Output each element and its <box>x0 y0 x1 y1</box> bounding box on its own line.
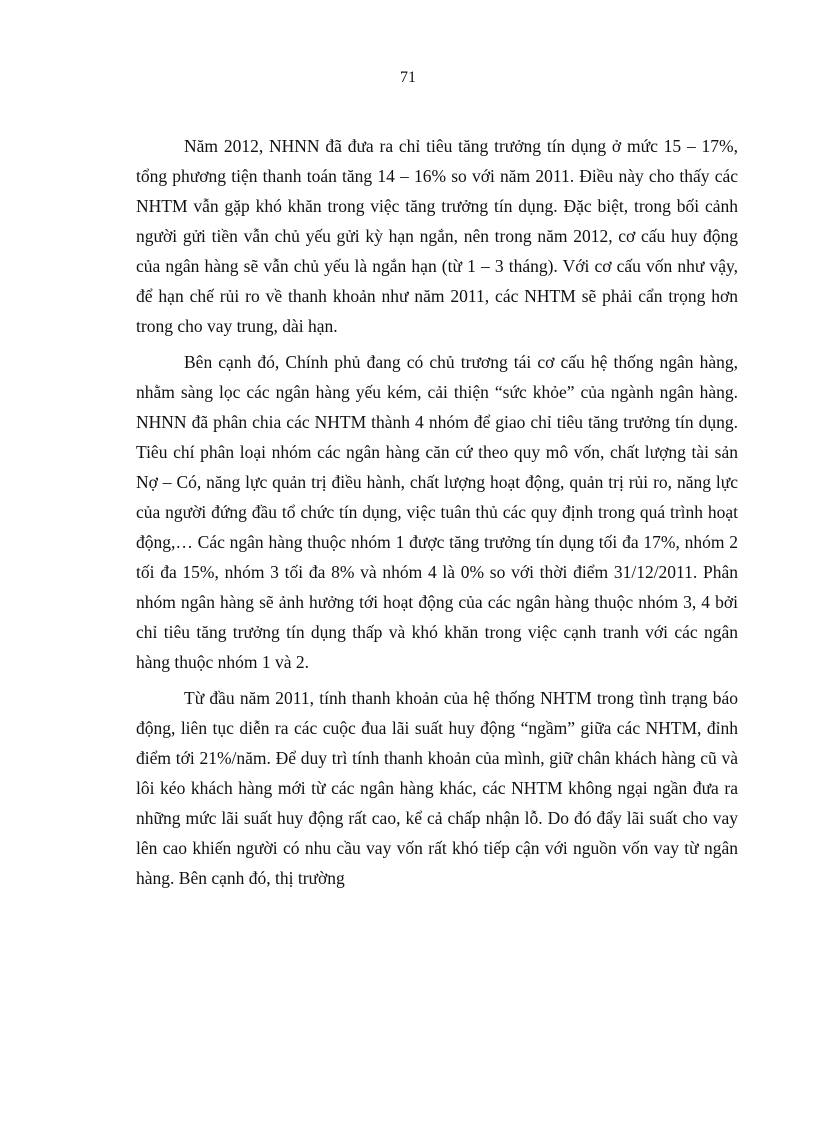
body-text <box>136 131 738 893</box>
page-number: 71 <box>400 69 416 86</box>
paragraph-credit-growth-2012: Năm 2012, NHNN đã đưa ra chỉ tiêu tăng trưởng tín dụng ở mức 15 – 17%, tổng phương tiện thanh toán tăng 14 – 16% so với năm 2011. Điều này cho thấy các NHTM vẫn gặp khó khăn trong việc tăng trưởng tín dụng. Đặc biệt, trong bối cảnh người gửi tiền vẫn chủ yếu gửi kỳ hạn ngắn, nên trong năm 2012, cơ cấu huy động của ngân hàng sẽ vẫn chủ yếu là ngắn hạn (từ 1 – 3 tháng). Với cơ cấu vốn như vậy, để hạn chế rủi ro về thanh khoản như năm 2011, các NHTM sẽ phải cẩn trọng hơn trong cho vay trung, dài hạn. <box>136 136 738 336</box>
paragraph-liquidity-2011: Từ đầu năm 2011, tính thanh khoản của hệ thống NHTM trong tình trạng báo động, liên tục diễn ra các cuộc đua lãi suất huy động “ngầm” giữa các NHTM, đỉnh điểm tới 21%/năm. Để duy trì tính thanh khoản của mình, giữ chân khách hàng cũ và lôi kéo khách hàng mới từ các ngân hàng khác, các NHTM không ngại ngần đưa ra những mức lãi suất huy động rất cao, kể cả chấp nhận lỗ. Do đó đẩy lãi suất cho vay lên cao khiến người có nhu cầu vay vốn rất khó tiếp cận với nguồn vốn vay từ ngân hàng. Bên cạnh đó, thị trường <box>136 688 738 888</box>
paragraph-bank-restructuring: Bên cạnh đó, Chính phủ đang có chủ trương tái cơ cấu hệ thống ngân hàng, nhằm sàng lọc các ngân hàng yếu kém, cải thiện “sức khỏe” của ngành ngân hàng. NHNN đã phân chia các NHTM thành 4 nhóm để giao chỉ tiêu tăng trưởng tín dụng. Tiêu chí phân loại nhóm các ngân hàng căn cứ theo quy mô vốn, chất lượng tài sản Nợ – Có, năng lực quản trị điều hành, chất lượng hoạt động, quản trị rủi ro, năng lực của người đứng đầu tổ chức tín dụng, việc tuân thủ các quy định trong quá trình hoạt động,… Các ngân hàng thuộc nhóm 1 được tăng trưởng tín dụng tối đa 17%, nhóm 2 tối đa 15%, nhóm 3 tối đa 8% và nhóm 4 là 0% so với thời điểm 31/12/2011. Phân nhóm ngân hàng sẽ ảnh hưởng tới hoạt động của các ngân hàng thuộc nhóm 3, 4 bởi chỉ tiêu tăng trưởng tín dụng thấp và khó khăn trong việc cạnh tranh với các ngân hàng thuộc nhóm 1 và 2. <box>136 352 738 672</box>
